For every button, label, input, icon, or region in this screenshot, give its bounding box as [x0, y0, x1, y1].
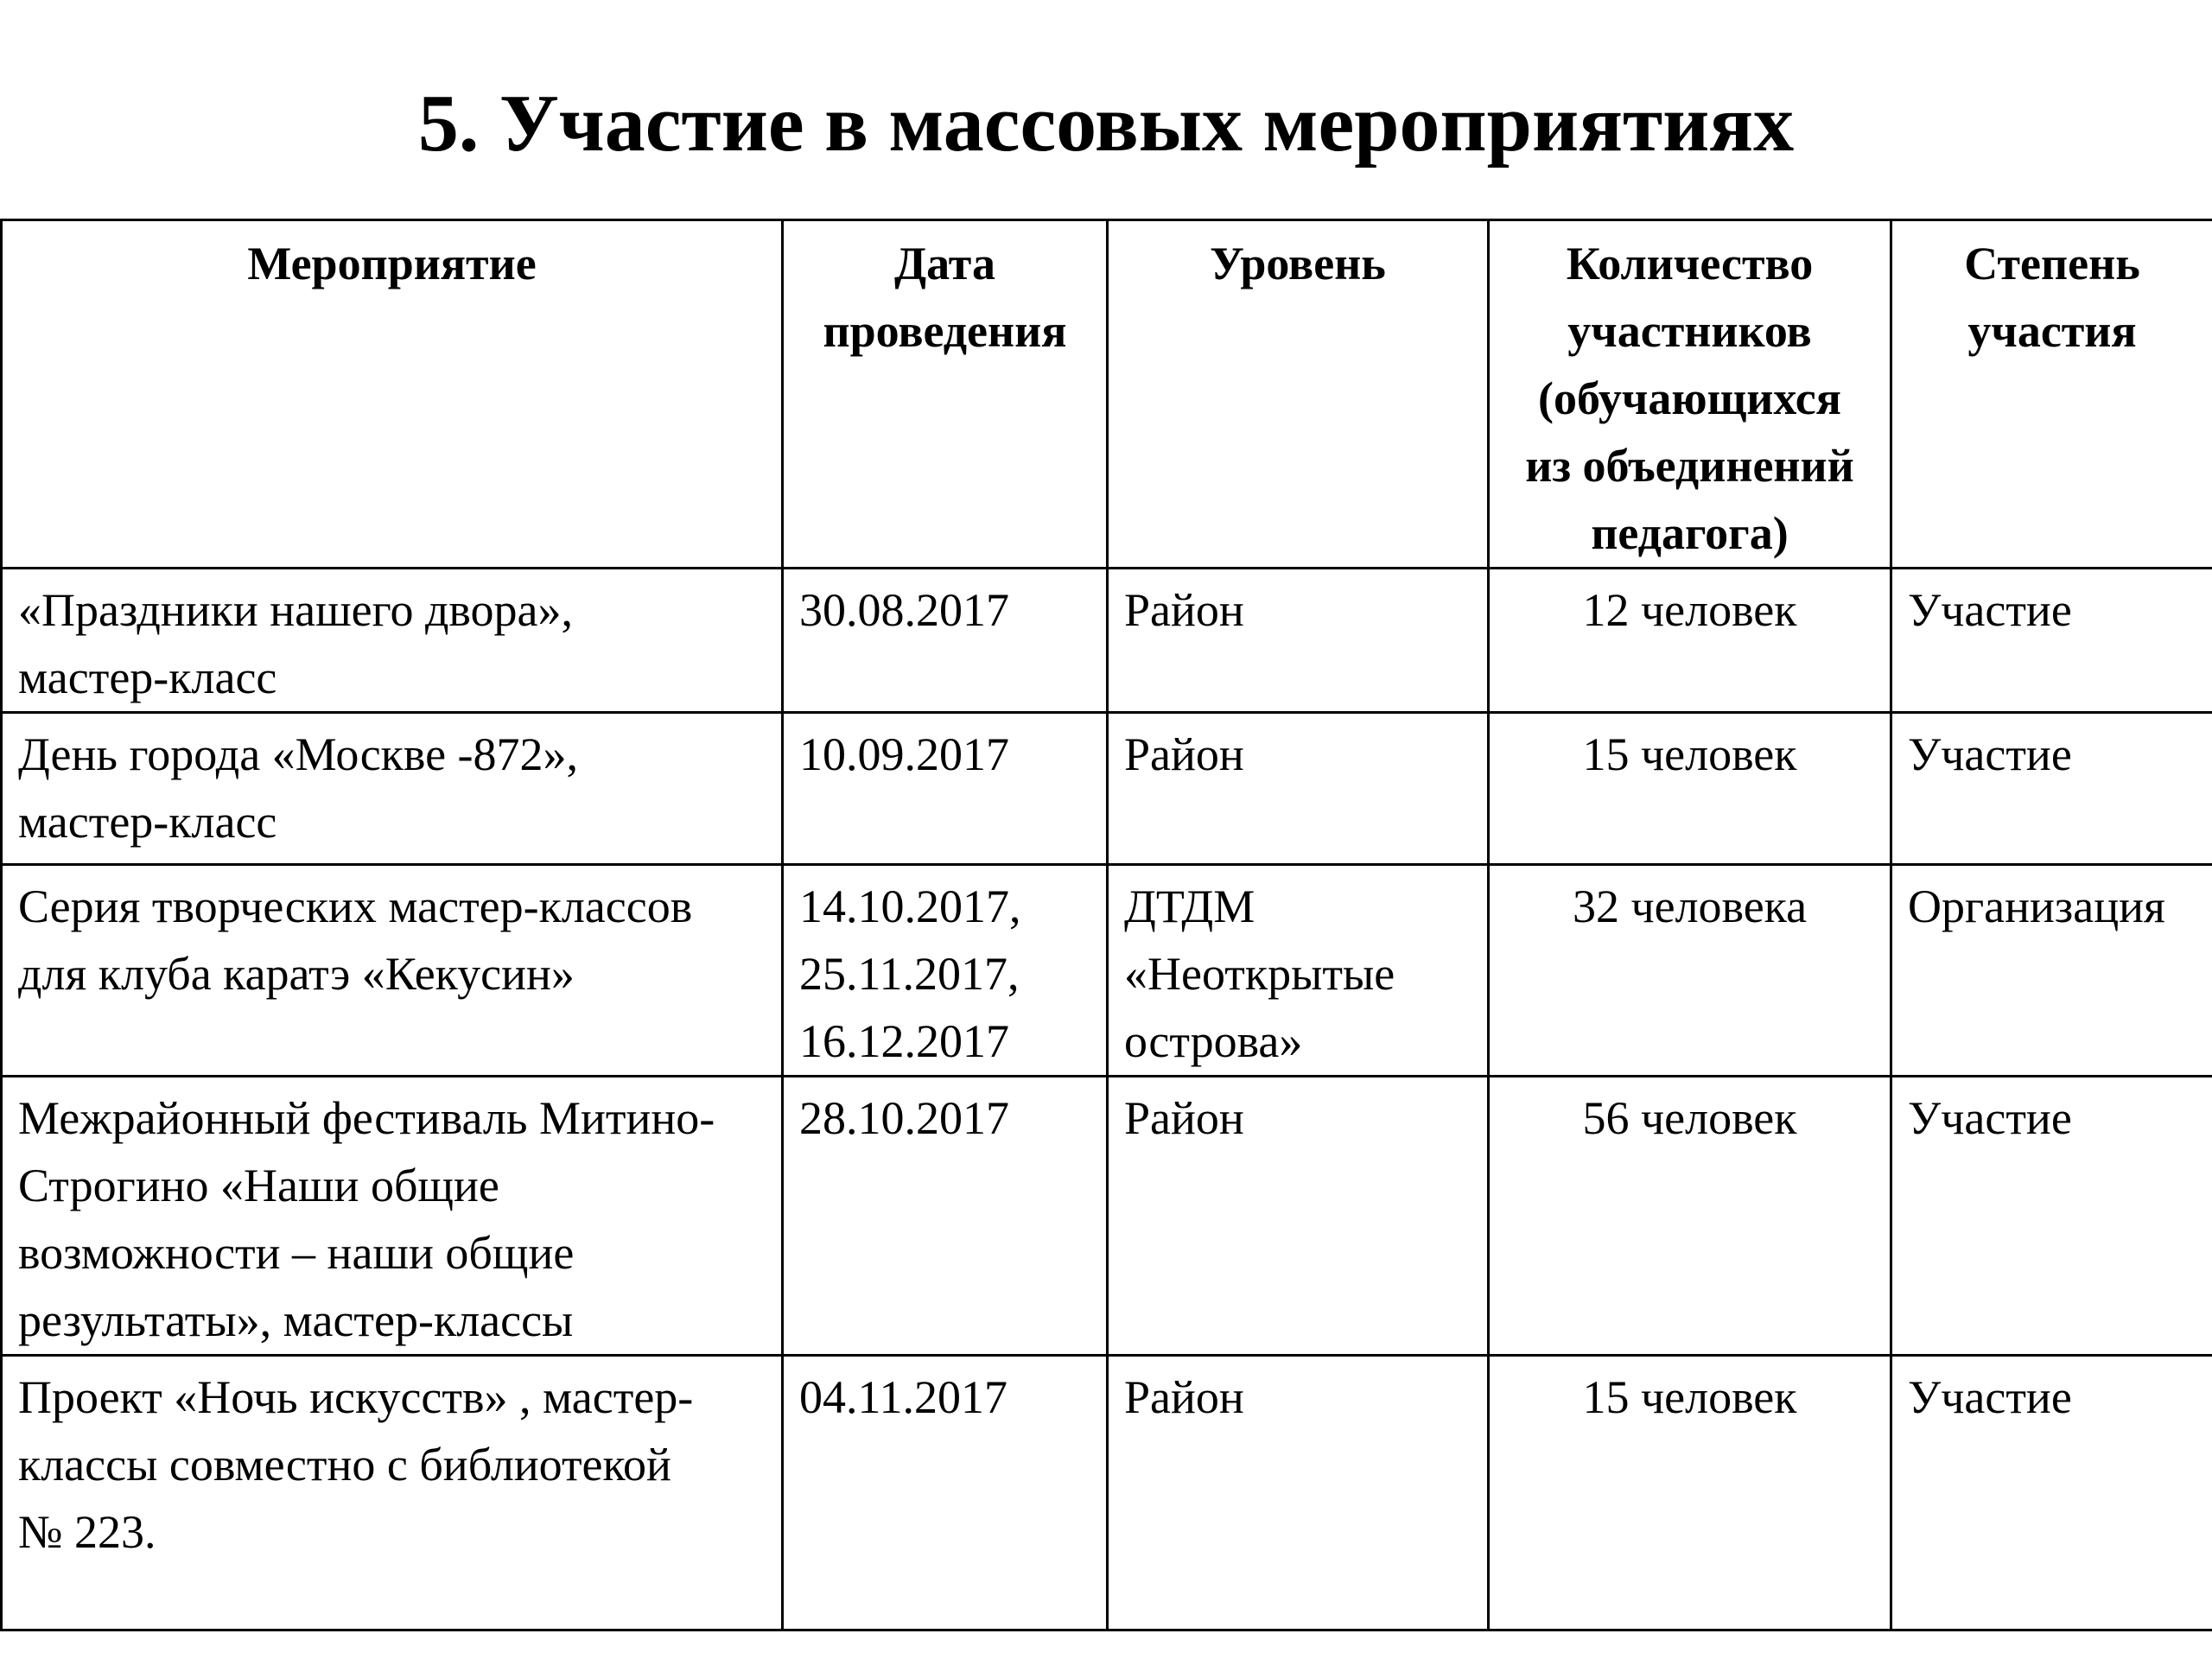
- cell-role: Участие: [1891, 1356, 2212, 1630]
- cell-date: 30.08.2017: [783, 569, 1108, 713]
- table-header-row: [2, 220, 2212, 569]
- cell-level: ДТДМ «Неоткрытые острова»: [1108, 865, 1489, 1077]
- cell-participants: 15 человек: [1489, 1356, 1891, 1630]
- header-event: Мероприятие: [2, 220, 783, 569]
- cell-participants: 12 человек: [1489, 569, 1891, 713]
- table-row: [2, 1356, 2212, 1630]
- cell-role: Участие: [1891, 1077, 2212, 1356]
- cell-participants: 32 человека: [1489, 865, 1891, 1077]
- cell-level: Район: [1108, 1356, 1489, 1630]
- cell-participants: 56 человек: [1489, 1077, 1891, 1356]
- header-role: Степень участия: [1891, 220, 2212, 569]
- table-row: [2, 1077, 2212, 1356]
- cell-date: 10.09.2017: [783, 713, 1108, 865]
- cell-level: Район: [1108, 1077, 1489, 1356]
- cell-role: Участие: [1891, 713, 2212, 865]
- page-title: 5. Участие в массовых мероприятиях: [417, 79, 1795, 168]
- header-date: Дата проведения: [783, 220, 1108, 569]
- table-row: [2, 569, 2212, 713]
- cell-date: 28.10.2017: [783, 1077, 1108, 1356]
- table-row: [2, 865, 2212, 1077]
- cell-event: Межрайонный фестиваль Митино- Строгино «Наши общие возможности – наши общие результаты», мастер-классы: [2, 1077, 783, 1356]
- cell-role: Участие: [1891, 569, 2212, 713]
- cell-level: Район: [1108, 569, 1489, 713]
- cell-date: 04.11.2017: [783, 1356, 1108, 1630]
- cell-event: День города «Москве -872», мастер-класс: [2, 713, 783, 865]
- cell-date: 14.10.2017, 25.11.2017, 16.12.2017: [783, 865, 1108, 1077]
- table-row: [2, 713, 2212, 865]
- cell-event: Серия творческих мастер-классов для клуба каратэ «Кекусин»: [2, 865, 783, 1077]
- header-level: Уровень: [1108, 220, 1489, 569]
- cell-participants: 15 человек: [1489, 713, 1891, 865]
- cell-event: Проект «Ночь искусств» , мастер- классы совместно с библиотекой № 223.: [2, 1356, 783, 1630]
- header-participants: Количество участников (обучающихся из объединений педагога): [1489, 220, 1891, 569]
- cell-role: Организация: [1891, 865, 2212, 1077]
- events-table: [0, 219, 2212, 1631]
- cell-event: «Праздники нашего двора», мастер-класс: [2, 569, 783, 713]
- cell-level: Район: [1108, 713, 1489, 865]
